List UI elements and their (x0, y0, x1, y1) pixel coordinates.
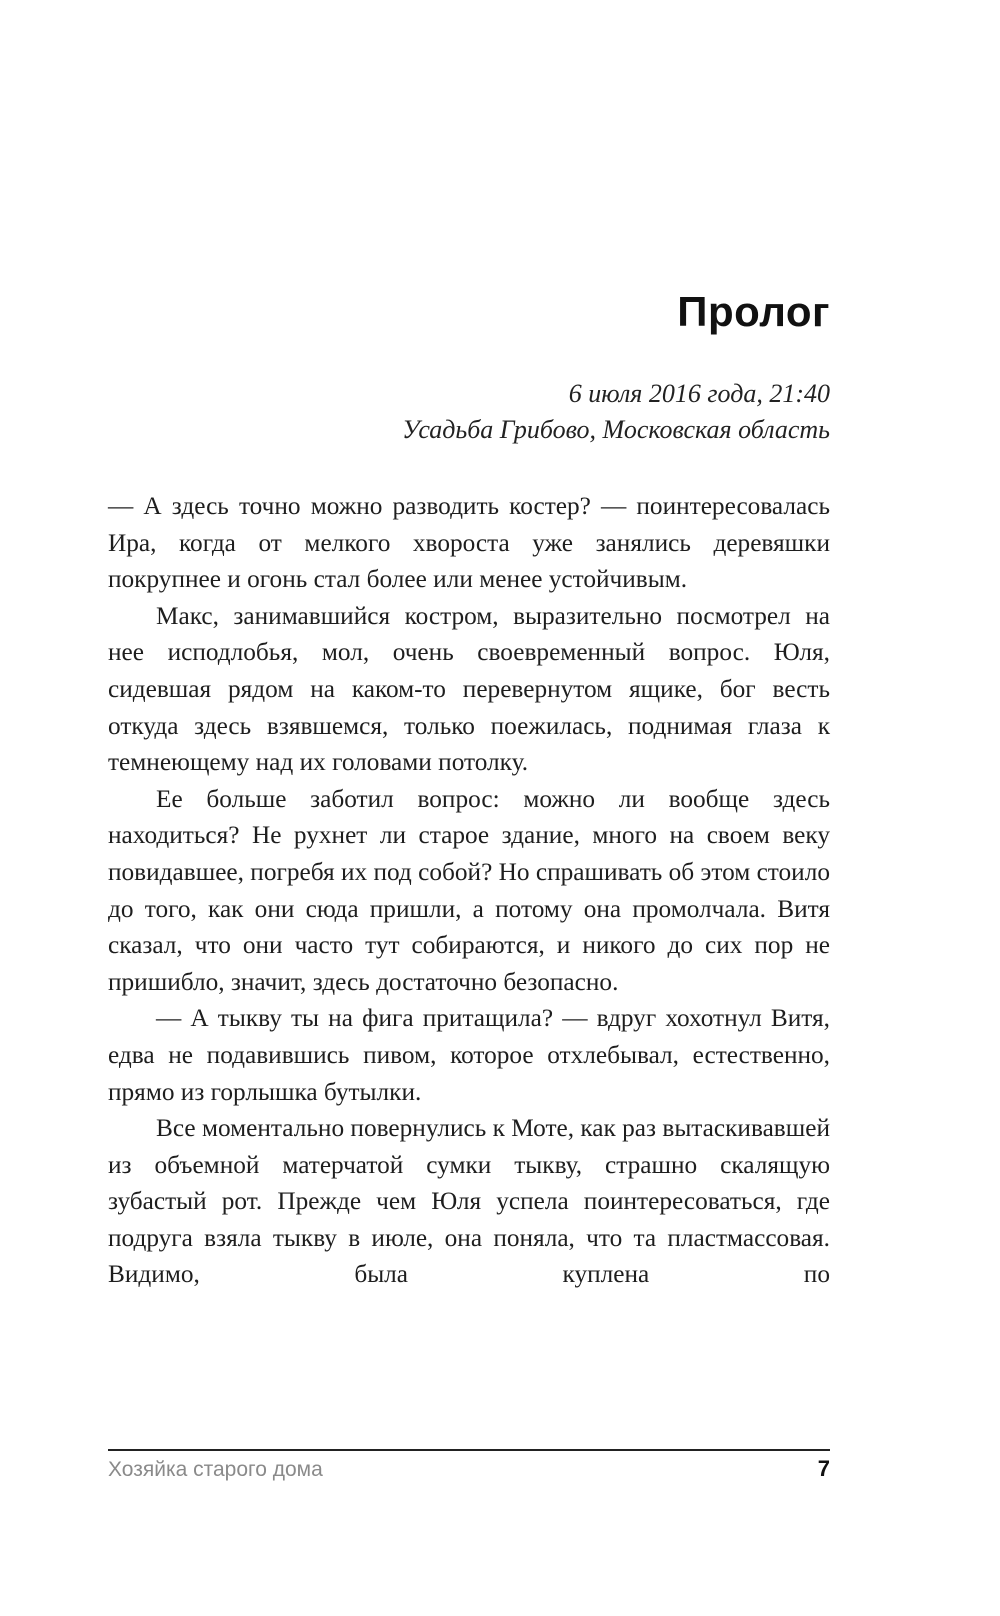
paragraph: — А тыкву ты на фига притащила? — вдруг хохотнул Витя, едва не подавившись пивом, которое отхлебывал, естественно, прямо из горлышка бутылки. (108, 1004, 830, 1106)
paragraph: — А здесь точно можно разводить костер? — поинтересовалась Ира, когда от мелкого хвороста уже занялись деревяшки покрупнее и огонь стал более или менее устойчивым. (108, 492, 830, 594)
chapter-location: Усадьба Грибово, Московская область (402, 415, 830, 444)
running-title: Хозяйка старого дома (108, 1458, 323, 1481)
body-text (108, 488, 830, 1293)
paragraph: Ее больше заботил вопрос: можно ли вообще здесь находиться? Не рухнет ли старое здание, много на своем веку повидавшее, погребя их под собой? Но спрашивать об этом стоило до того, как они сюда пришли, а потому она промолчала. Витя сказал, что они часто тут собираются, и никого до сих пор не пришибло, значит, здесь достаточно безопасно. (108, 784, 830, 996)
paragraph: Все моментально повернулись к Моте, как раз вытаскивавшей из объемной матерчатой сумки тыкву, страшно скалящую зубастый рот. Прежде чем Юля успела поинтересоваться, где подруга взяла тыкву в июле, она поняла, что та пластмассовая. Видимо, была куплена по (108, 1114, 830, 1289)
chapter-dateline: 6 июля 2016 года, 21:40 (568, 379, 830, 408)
chapter-epigraph (402, 376, 830, 448)
footer-rule (108, 1449, 830, 1451)
chapter-title: Пролог (677, 288, 830, 335)
paragraph: Макс, занимавшийся костром, выразительно посмотрел на нее исподлобья, мол, очень своевременный вопрос. Юля, сидевшая рядом на каком-то перевернутом ящике, бог весть откуда здесь взявшемся, только поежилась, поднимая глаза к темнеющему над их головами потолку. (108, 601, 830, 777)
page-number: 7 (817, 1456, 830, 1481)
